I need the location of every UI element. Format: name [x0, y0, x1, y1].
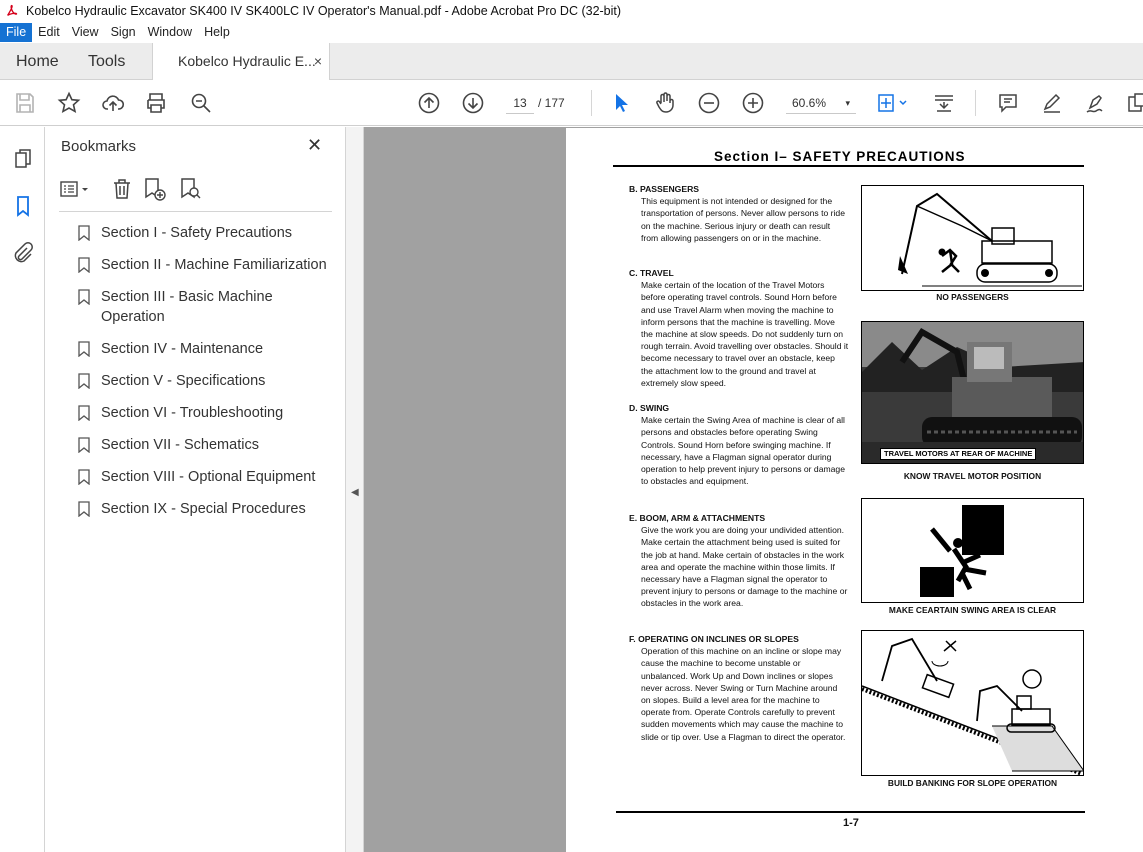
page-total: / 177 [538, 96, 565, 110]
menu-window[interactable]: Window [147, 25, 193, 39]
bookmarks-icon[interactable] [11, 194, 35, 218]
sign-pen-icon[interactable] [1084, 91, 1108, 115]
tab-document-label: Kobelco Hydraulic E... [178, 53, 316, 69]
toolbar-separator [975, 90, 976, 116]
figure-caption: NO PASSENGERS [936, 292, 1009, 302]
page-heading: Section I– SAFETY PRECAUTIONS [714, 149, 966, 164]
acrobat-logo-icon [5, 4, 19, 18]
swing-hazard-pictogram [862, 499, 1084, 603]
section-heading: C. TRAVEL [629, 268, 674, 278]
fit-page-icon[interactable] [876, 91, 910, 115]
menu-file[interactable]: File [0, 23, 32, 42]
left-navigation-rail [0, 127, 45, 852]
bookmark-icon [78, 405, 90, 421]
excavator-illustration [862, 186, 1084, 291]
tab-home[interactable]: Home [16, 53, 59, 70]
excavator-photo [862, 322, 1084, 464]
scroll-mode-icon[interactable] [932, 91, 956, 115]
new-bookmark-icon[interactable] [141, 176, 167, 202]
bookmarks-toolbar [59, 176, 339, 202]
bookmark-label: Section II - Machine Familiarization [101, 257, 327, 273]
figure-caption: MAKE CEARTAIN SWING AREA IS CLEAR [888, 605, 1057, 615]
previous-page-icon[interactable] [417, 91, 441, 115]
toolbar [0, 80, 1143, 126]
bookmark-item[interactable] [77, 403, 339, 423]
menu-sign[interactable]: Sign [110, 25, 136, 39]
section-inclines [629, 633, 849, 743]
bookmark-label: Section VIII - Optional Equipment [101, 469, 316, 485]
bookmarks-panel [45, 127, 346, 852]
tab-document[interactable] [152, 43, 330, 81]
figure-swing-area [861, 498, 1084, 603]
bookmarks-divider [59, 211, 332, 212]
bookmark-item[interactable] [77, 223, 339, 243]
heading-rule [613, 165, 1084, 167]
pdf-page [566, 128, 1143, 852]
hand-tool-icon[interactable] [653, 91, 677, 115]
panel-collapse-handle[interactable] [346, 127, 364, 852]
close-icon[interactable]: ✕ [307, 135, 323, 155]
bookmark-label: Section III - Basic Machine Operation [101, 289, 273, 325]
page-number-input[interactable]: 13 [506, 92, 534, 114]
section-heading: E. BOOM, ARM & ATTACHMENTS [629, 513, 766, 523]
slope-excavators-illustration [862, 631, 1084, 776]
figure-caption: KNOW TRAVEL MOTOR POSITION [903, 471, 1042, 481]
figure-no-passengers [861, 185, 1084, 291]
next-page-icon[interactable] [461, 91, 485, 115]
section-body: Make certain the Swing Area of machine is clear of all persons and obstacles before operating Swing Controls. Sound Horn before swinging machine. If necessary, have a Flagman signal operator during operation to help prevent injury to persons or damage to obstacles and equipment. [641, 415, 845, 487]
toolbar-separator [591, 90, 592, 116]
page-number: 1-7 [843, 817, 859, 829]
comment-icon[interactable] [996, 91, 1020, 115]
bookmark-label: Section I - Safety Precautions [101, 225, 293, 241]
zoom-search-icon[interactable] [189, 91, 213, 115]
figure-travel-motors [861, 321, 1084, 464]
tab-close-icon[interactable]: × [313, 53, 322, 69]
tab-tools[interactable]: Tools [88, 53, 126, 70]
photo-label: TRAVEL MOTORS AT REAR OF MACHINE [880, 448, 1036, 460]
figure-slope-operation [861, 630, 1084, 776]
bookmark-icon [78, 469, 90, 485]
bookmark-list [77, 223, 339, 531]
bookmark-item[interactable] [77, 287, 339, 327]
zoom-dropdown-icon[interactable]: ▾ [845, 98, 850, 108]
attachments-icon[interactable] [11, 241, 35, 265]
bookmark-icon [78, 225, 90, 241]
bookmark-item[interactable] [77, 339, 339, 359]
bookmark-icon [78, 373, 90, 389]
highlight-pen-icon[interactable] [1040, 91, 1064, 115]
section-body: This equipment is not intended or designed for the transportation of persons. Never allow persons to ride on the machine. Serious injury or death can result from allowing passengers on or in the machine. [641, 196, 845, 243]
zoom-level-value: 60.6% [792, 96, 827, 110]
star-icon[interactable] [57, 91, 81, 115]
save-icon[interactable] [13, 91, 37, 115]
bookmark-icon [78, 257, 90, 273]
bookmark-item[interactable] [77, 467, 339, 487]
bookmark-icon [78, 501, 90, 517]
tab-bar [0, 43, 1143, 80]
bookmark-label: Section V - Specifications [101, 373, 266, 389]
more-tools-icon[interactable] [1126, 91, 1143, 115]
bookmark-search-icon[interactable] [177, 176, 203, 202]
collapse-arrow-icon[interactable]: ◀ [351, 487, 359, 498]
section-passengers [629, 183, 849, 244]
zoom-out-icon[interactable] [697, 91, 721, 115]
bookmark-icon [78, 437, 90, 453]
footer-rule [616, 811, 1085, 813]
bookmark-label: Section IX - Special Procedures [101, 501, 306, 517]
section-heading: B. PASSENGERS [629, 184, 700, 194]
bookmarks-title: Bookmarks [61, 138, 137, 155]
bookmark-options-icon[interactable] [59, 176, 85, 202]
bookmark-label: Section VII - Schematics [101, 437, 259, 453]
select-cursor-icon[interactable] [609, 91, 633, 115]
page-thumbnails-icon[interactable] [11, 147, 35, 171]
delete-bookmark-icon[interactable] [109, 176, 135, 202]
menu-edit[interactable]: Edit [38, 25, 60, 39]
section-body: Give the work you are doing your undivided attention. Make certain the attachment being used is suited for the job at hand. Make certain of obstacles in the work area and operate the machine within those limits. If necessary have a Flagman signal the operator to prevent injury to persons or damage to the machine or obstacles in the work area. [641, 525, 848, 609]
print-icon[interactable] [144, 91, 168, 115]
section-swing [629, 402, 849, 487]
section-boom-arm [629, 512, 849, 610]
bookmark-icon [78, 289, 90, 305]
menu-view[interactable]: View [71, 25, 99, 39]
section-body: Make certain of the location of the Travel Motors before operating travel controls. Sound Horn before and use Travel Alarm when moving the machine to inform persons that the machine is travelling. Move the machine at slow speeds. Do not suddenly turn on rough terrain. Avoid travelling over obstacles. Should it become necessary to travel over an obstacle, keep the attachment low to the ground and travel at extremely slow speed. [641, 280, 849, 388]
bookmark-item[interactable] [77, 499, 339, 519]
menu-help[interactable]: Help [204, 25, 230, 39]
bookmark-item[interactable] [77, 371, 339, 391]
section-heading: F. OPERATING ON INCLINES OR SLOPES [629, 634, 799, 644]
zoom-in-icon[interactable] [741, 91, 765, 115]
cloud-upload-icon[interactable] [101, 91, 125, 115]
title-bar [0, 0, 1143, 22]
bookmark-label: Section IV - Maintenance [101, 341, 264, 357]
figure-caption: BUILD BANKING FOR SLOPE OPERATION [887, 778, 1058, 788]
section-body: Operation of this machine on an incline or slope may cause the machine to become unstable or unbalanced. Work Up and Down inclines or slopes never across. Never Swing or Turn Machine around on slopes. Build a level area for the machine to operate from. Operate Controls carefully to prevent sudden movements which may cause the machine to slide or tip over. Use a Flagman to direct the operator. [641, 646, 846, 742]
window-title: Kobelco Hydraulic Excavator SK400 IV SK400LC IV Operator's Manual.pdf - Adobe Acrobat Pro DC (32-bit) [26, 4, 622, 18]
bookmark-label: Section VI - Troubleshooting [101, 405, 284, 421]
section-travel [629, 267, 849, 389]
bookmark-item[interactable] [77, 435, 339, 455]
menu-bar [0, 22, 1143, 43]
section-heading: D. SWING [629, 403, 670, 413]
bookmark-item[interactable] [77, 255, 339, 275]
bookmark-icon [78, 341, 90, 357]
zoom-level-select[interactable] [786, 92, 856, 114]
